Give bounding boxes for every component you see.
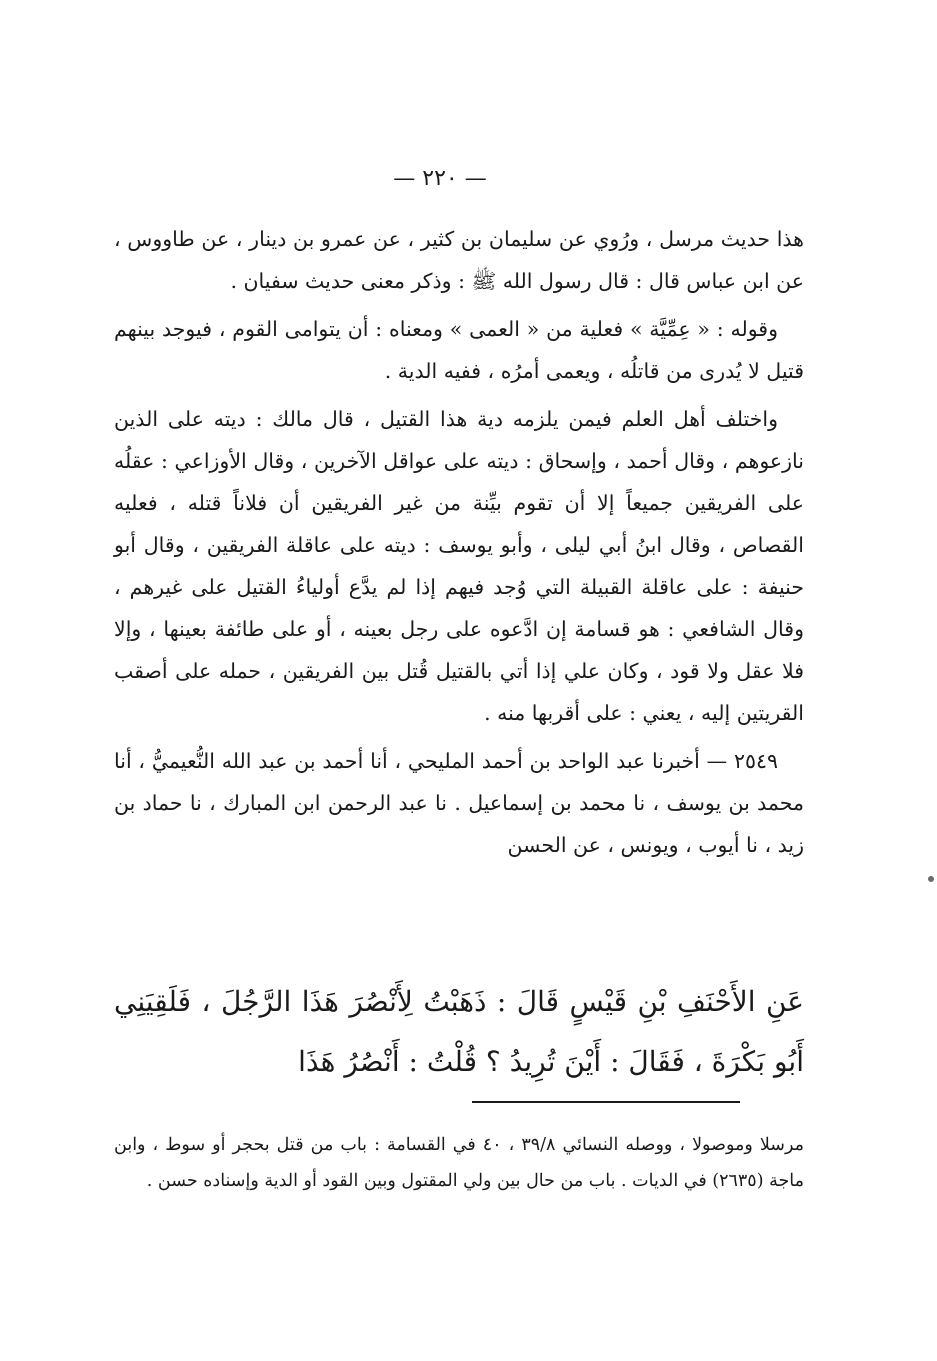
footnote xyxy=(114,1127,804,1199)
paragraph-4-isnad: ٢٥٤٩ — أخبرنا عبد الواحد بن أحمد المليحي ، أنا أحمد بن عبد الله النُّعيميُّ ، أنا محمد بن يوسف ، نا محمد بن إسماعيل . نا عبد الرحمن ابن المبارك ، نا حماد بن زيد ، نا أيوب ، ويونس ، عن الحسن xyxy=(114,749,804,857)
footnote-divider xyxy=(472,1101,740,1103)
hadith-matn: عَنِ الأَحْنَفِ بْنِ قَيْسٍ قَالَ : ذَهَبْتُ لِأَنْصُرَ هَذَا الرَّجُلَ ، فَلَقِيَنِي أَبُو بَكْرَةَ ، فَقَالَ : أَيْنَ تُرِيدُ ؟ قُلْتُ : أَنْصُرُ هَذَا xyxy=(114,985,804,1078)
page-number: — ٢٢٠ — xyxy=(393,166,487,191)
main-text xyxy=(114,218,804,872)
paragraph-1: هذا حديث مرسل ، ورُوي عن سليمان بن كثير ، عن عمرو بن دينار ، عن طاووس ، عن ابن عباس قال : قال رسول الله ﷺ : وذكر معنى حديث سفيان . xyxy=(114,227,804,293)
paragraph-2: وقوله : « عِمِّيَّة » فعلية من « العمى » ومعناه : أن يتوامى القوم ، فيوجد بينهم قتيل لا يُدرى من قاتلُه ، ويعمى أمرُه ، ففيه الدية . xyxy=(114,317,804,383)
paragraph-3: واختلف أهل العلم فيمن يلزمه دية هذا القتيل ، قال مالك : ديته على الذين نازعوهم ، وقال أحمد ، وإسحاق : ديته على عواقل الآخرين ، وقال الأوزاعي : عقلُه على الفريقين جميعاً إلا أن تقوم بيِّنة من غير الفريقين أن فلاناً قتله ، فعليه القصاص ، وقال ابنُ أبي ليلى ، وأبو يوسف : ديته على عاقلة الفريقين ، وقال أبو حنيفة : على عاقلة القبيلة التي وُجد فيهم إذا لم يدَّع أولياءُ القتيل على غيرهم ، وقال الشافعي : هو قسامة إن ادَّعوه على رجل بعينه ، أو على طائفة بعينها ، وإلا فلا عقل ولا قود ، وكان علي إذا أتي بالقتيل قُتل بين الفريقين ، حمله على أصقب القريتين إليه ، يعني : على أقربها منه . xyxy=(114,407,804,725)
footnote-text: مرسلا وموصولا ، ووصله النسائي ٣٩/٨ ، ٤٠ في القسامة : باب من قتل بحجر أو سوط ، وابن ماجة (٢٦٣٥) في الديات . باب من حال بين ولي المقتول وبين القود أو الدية وإسناده حسن . xyxy=(114,1135,804,1191)
hadith-text xyxy=(114,972,804,1092)
scan-speck xyxy=(928,876,934,882)
